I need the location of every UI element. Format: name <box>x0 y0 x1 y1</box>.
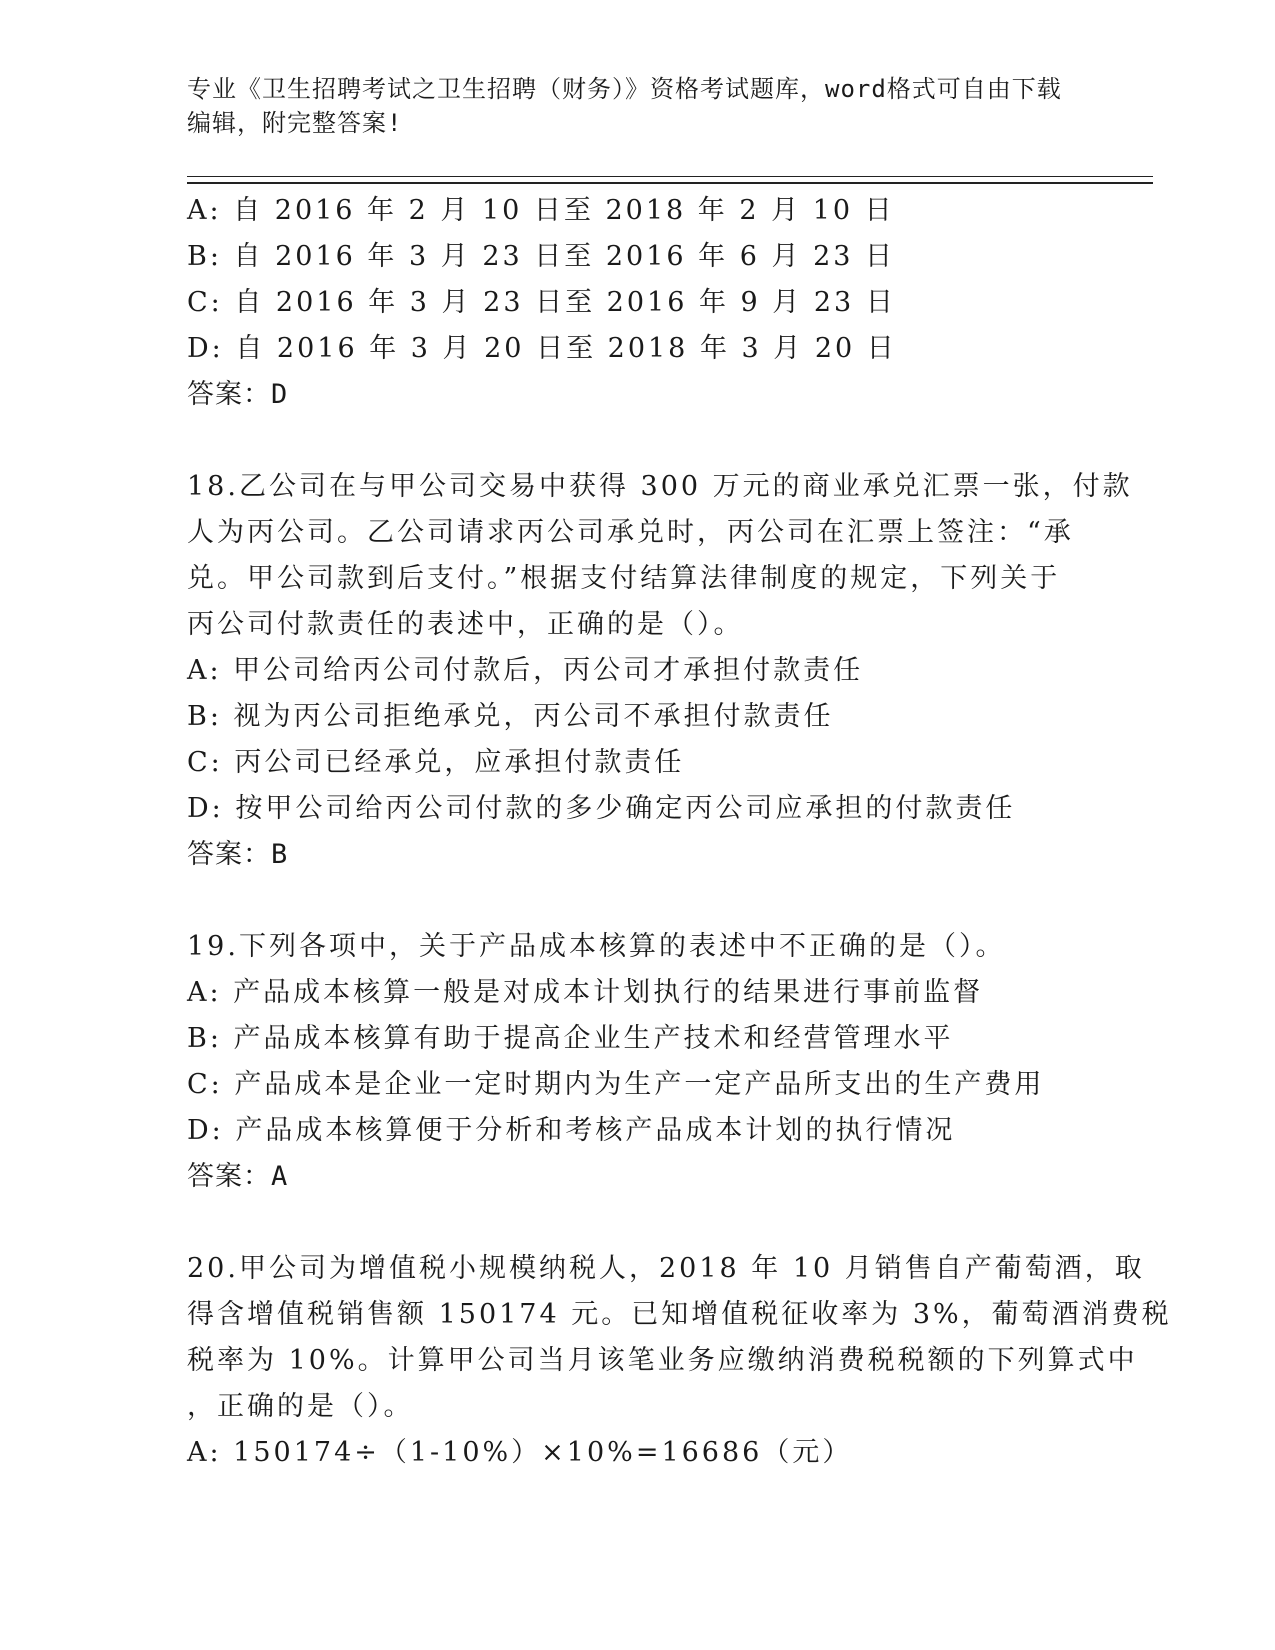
option-d: D: 按甲公司给丙公司付款的多少确定丙公司应承担的付款责任 <box>187 793 1016 824</box>
answer: 答案：D <box>187 379 289 410</box>
header-line-2: 编辑，附完整答案! <box>187 109 403 137</box>
question-stem-line: 人为丙公司。乙公司请求丙公司承兑时，丙公司在汇票上签注：“承 <box>187 517 1074 548</box>
spacer <box>187 878 1087 924</box>
answer: 答案：A <box>187 1161 289 1192</box>
question-stem-line: 税率为 10%。计算甲公司当月该笔业务应缴纳消费税税额的下列算式中 <box>187 1345 1138 1376</box>
option-a: A: 150174÷（1-10%）×10%=16686（元） <box>187 1437 853 1468</box>
question-20 <box>187 1246 1172 1476</box>
question-stem-line: 18.乙公司在与甲公司交易中获得 300 万元的商业承兑汇票一张，付款 <box>187 471 1133 502</box>
option-b: B: 自 2016 年 3 月 23 日至 2016 年 6 月 23 日 <box>187 241 896 272</box>
option-c: C: 自 2016 年 3 月 23 日至 2016 年 9 月 23 日 <box>187 287 896 318</box>
question-stem-line: 得含增值税销售额 150174 元。已知增值税征收率为 3%，葡萄酒消费税 <box>187 1299 1172 1330</box>
option-a: A: 自 2016 年 2 月 10 日至 2018 年 2 月 10 日 <box>187 195 895 226</box>
question-17 <box>187 188 1087 418</box>
spacer <box>187 418 1087 464</box>
question-19 <box>187 924 1087 1200</box>
question-stem-line: 20.甲公司为增值税小规模纳税人，2018 年 10 月销售自产葡萄酒，取 <box>187 1253 1145 1284</box>
option-a: A: 甲公司给丙公司付款后，丙公司才承担付款责任 <box>187 655 864 686</box>
option-a: A: 产品成本核算一般是对成本计划执行的结果进行事前监督 <box>187 977 984 1008</box>
option-d: D: 自 2016 年 3 月 20 日至 2018 年 3 月 20 日 <box>187 333 897 364</box>
option-b: B: 产品成本核算有助于提高企业生产技术和经营管理水平 <box>187 1023 954 1054</box>
question-stem-line: 丙公司付款责任的表述中，正确的是（）。 <box>187 609 744 640</box>
option-c: C: 产品成本是企业一定时期内为生产一定产品所支出的生产费用 <box>187 1069 1045 1100</box>
header-line-1: 专业《卫生招聘考试之卫生招聘（财务）》资格考试题库，word格式可自由下载 <box>187 75 1062 103</box>
answer: 答案：B <box>187 839 289 870</box>
question-18 <box>187 464 1133 878</box>
spacer <box>187 1200 1087 1246</box>
header-divider-thick <box>187 182 1153 184</box>
question-stem-line: ，正确的是（）。 <box>187 1391 414 1422</box>
question-stem-line: 兑。甲公司款到后支付。”根据支付结算法律制度的规定，下列关于 <box>187 563 1061 594</box>
option-d: D: 产品成本核算便于分析和考核产品成本计划的执行情况 <box>187 1115 956 1146</box>
option-b: B: 视为丙公司拒绝承兑，丙公司不承担付款责任 <box>187 701 834 732</box>
header-divider-thin <box>187 176 1153 177</box>
option-c: C: 丙公司已经承兑，应承担付款责任 <box>187 747 685 778</box>
question-list <box>187 188 1172 1476</box>
question-stem-line: 19.下列各项中，关于产品成本核算的表述中不正确的是（）。 <box>187 931 1006 962</box>
document-header <box>187 72 1067 140</box>
